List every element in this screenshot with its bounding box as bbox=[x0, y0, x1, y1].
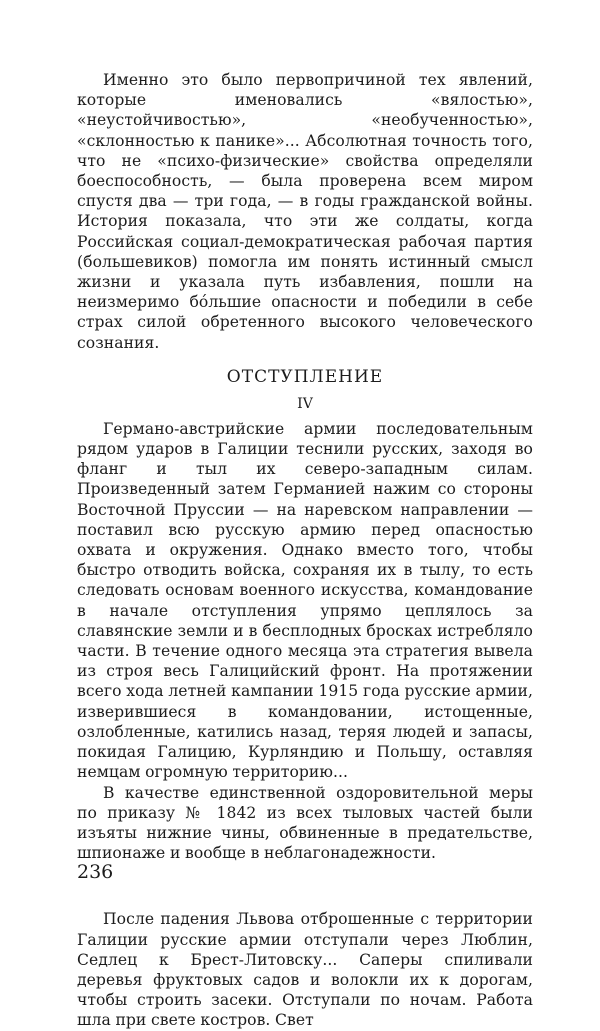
paragraph-1: Именно это было первопричиной тех явлений, которые именовались «вялостью», «неустойчивостью», «необученностью», «склонностью к панике»... Абсолютная точность того, что не «психо-физические» свойства определяли боеспособность, — была проверена всем миром спустя два — три года, — в годы гражданской войны. История показала, что эти же солдаты, когда Российская социал-демократическая рабочая партия (большевиков) помогла им понять истинный смысл жизни и указала путь избавления, пошли на неизмеримо бо́льшие опасности и победили в себе страх силой обретенного высокого человеческого сознания. bbox=[77, 71, 533, 352]
section-break bbox=[77, 863, 533, 909]
section-title: ОТСТУПЛЕНИЕ bbox=[226, 366, 384, 387]
page-body bbox=[77, 70, 533, 1031]
paragraph-4: После падения Львова отброшенные с территории Галиции русские армии отступали через Люблин, Седлец к Брест-Литовску... Саперы спиливали деревья фруктовых садов и волокли их к дорогам, чтобы строить засеки. Отступали по ночам. Работа шла при свете костров. Свет bbox=[77, 910, 533, 1030]
paragraph-2: Германо-австрийские армии последовательным рядом ударов в Галиции теснили русских, заходя во фланг и тыл их северо-западным силам. Произведенный затем Германией нажим со стороны Восточной Пруссии — на наревском направлении — поставил всю русскую армию перед опасностью охвата и окружения. Однако вместо того, чтобы быстро отводить войска, сохраняя их в тылу, то есть следовать основам военного искусства, командование в начале отступления упрямо цеплялось за славянские земли и в бесплодных бросках истребляло части. В течение одного месяца эта стратегия вывела из строя весь Галицийский фронт. На протяжении всего хода летней кампании 1915 года русские армии, изверившиеся в командовании, истощенные, озлобленные, катились назад, теряя людей и запасы, покидая Галицию, Курляндию и Польшу, оставляя немцам огромную территорию... bbox=[77, 419, 533, 782]
page-number: 236 bbox=[77, 861, 114, 883]
paragraph-3: В качестве единственной оздоровительной меры по приказу № 1842 из всех тыловых частей были изъяты нижние чины, обвиненные в предательстве, шпионаже и вообще в неблагонадежности. bbox=[77, 783, 533, 863]
section-number: IV bbox=[297, 395, 313, 412]
